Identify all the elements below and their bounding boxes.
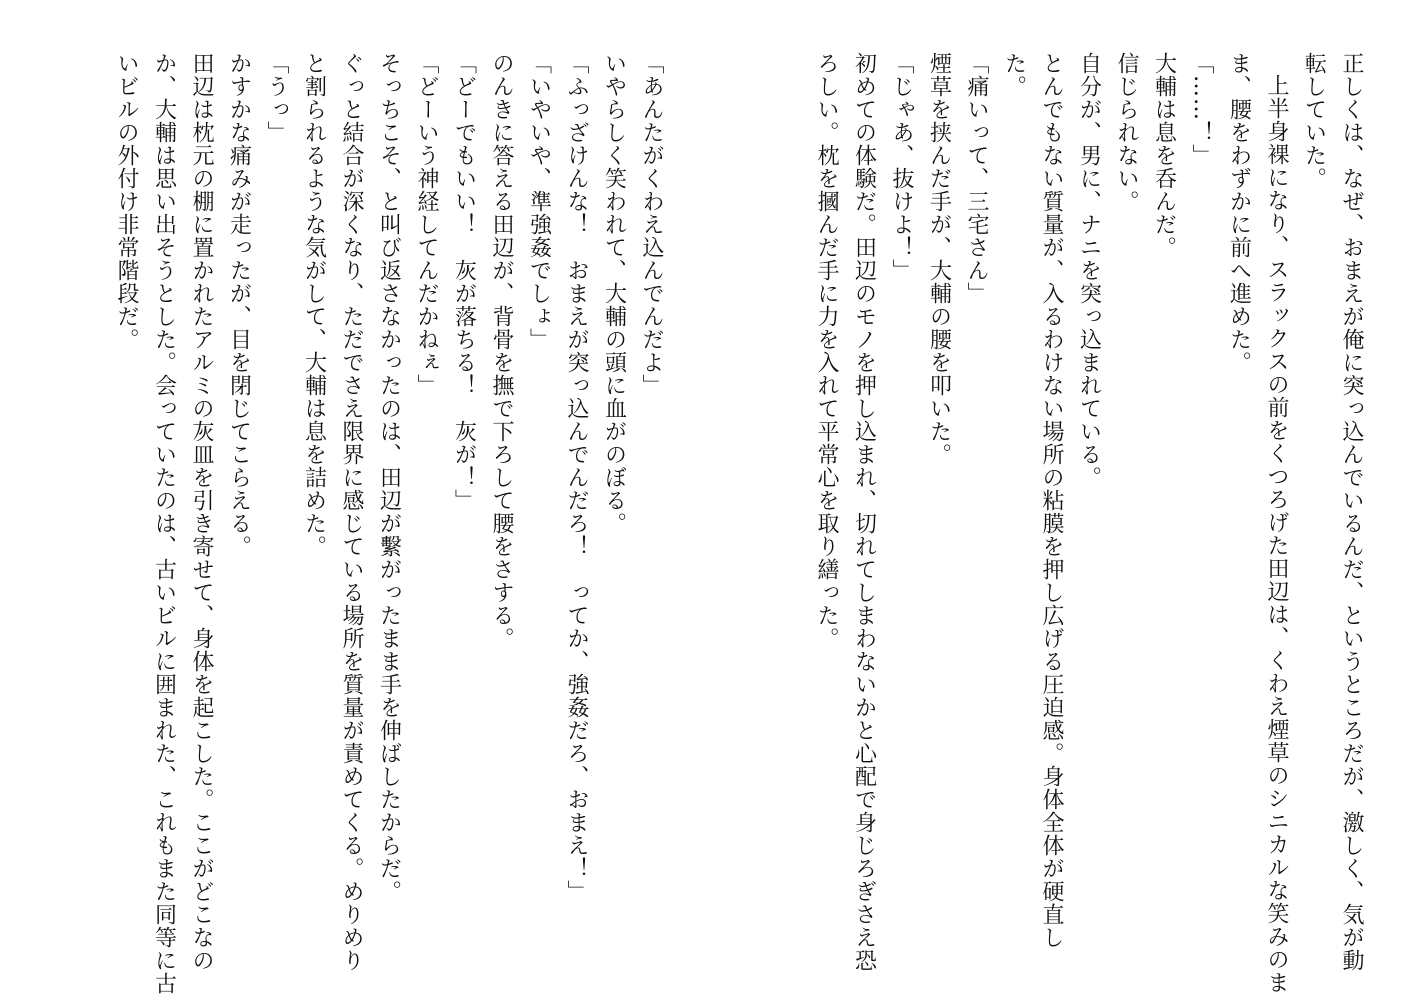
text-line: 煙草を挟んだ手が、大輔の腰を叩いた。 [926,52,952,466]
text-line: そっちこそ、と叫び返さなかったのは、田辺が繫がったまま手を伸ばしたからだ。 [376,52,402,903]
text-line: いやらしく笑われて、大輔の頭に血がのぼる。 [601,52,627,535]
text-line: ぐっと結合が深くなり、ただでさえ限界に感じている場所を質量が責めてくる。めりめり [339,52,364,972]
text-line: ま、腰をわずかに前へ進めた。 [1226,52,1252,374]
text-line: 「どーでもいい！ 灰が落ちる！ 灰が！」 [451,52,477,512]
text-line: 転していた。 [1301,52,1327,190]
text-line: 「痛いって、三宅さん」 [964,52,989,305]
text-line: 上半身裸になり、スラックスの前をくつろげた田辺は、くわえ煙草のシニカルな笑みのま [1264,74,1289,994]
text-line: いビルの外付け非常階段だ。 [114,52,139,351]
text-line: 大輔は息を呑んだ。 [1151,52,1177,259]
text-line: た。 [1001,52,1027,98]
text-line: と割られるような気がして、大輔は息を詰めた。 [301,52,327,558]
text-line: 「ふっざけんな！ おまえが突っ込んでんだろ！ ってか、強姦だろ、おまえ！」 [564,52,589,903]
text-line: かすかな痛みが走ったが、目を閉じてこらえる。 [226,52,252,558]
text-line: 自分が、男に、ナニを突っ込まれている。 [1076,52,1102,489]
right-page-text [808,52,1371,994]
text-line: 田辺は枕元の棚に置かれたアルミの灰皿を引き寄せて、身体を起こした。ここがどこなの [189,52,214,972]
text-line: 初めての体験だ。田辺のモノを押し込まれ、切れてしまわないかと心配で身じろぎさえ恐 [851,52,877,972]
text-line: 「どーいう神経してんだかねぇ」 [414,52,439,397]
text-line: か、大輔は思い出そうとした。会っていたのは、古いビルに囲まれた、これもまた同等に古 [151,52,177,995]
text-line: 「じゃあ、抜けよ！」 [889,52,914,282]
text-line: 「あんたがくわえ込んでんだよ」 [639,52,664,397]
text-line: のんきに答える田辺が、背骨を撫で下ろして腰をさする。 [489,52,514,650]
text-line: 「……！」 [1189,52,1214,167]
text-line: ろしい。枕を摑んだ手に力を入れて平常心を取り繕った。 [814,52,839,650]
left-page-text [108,52,671,995]
text-line: 「うっ」 [264,52,289,144]
text-line: 信じられない。 [1114,52,1139,213]
text-line: とんでもない質量が、入るわけない場所の粘膜を押し広げる圧迫感。身体全体が硬直し [1039,52,1064,949]
text-line: 正しくは、なぜ、おまえが俺に突っ込んでいるんだ、というところだが、激しく、気が動 [1339,52,1364,972]
text-line: 「いやいや、準強姦でしょ」 [526,52,552,351]
